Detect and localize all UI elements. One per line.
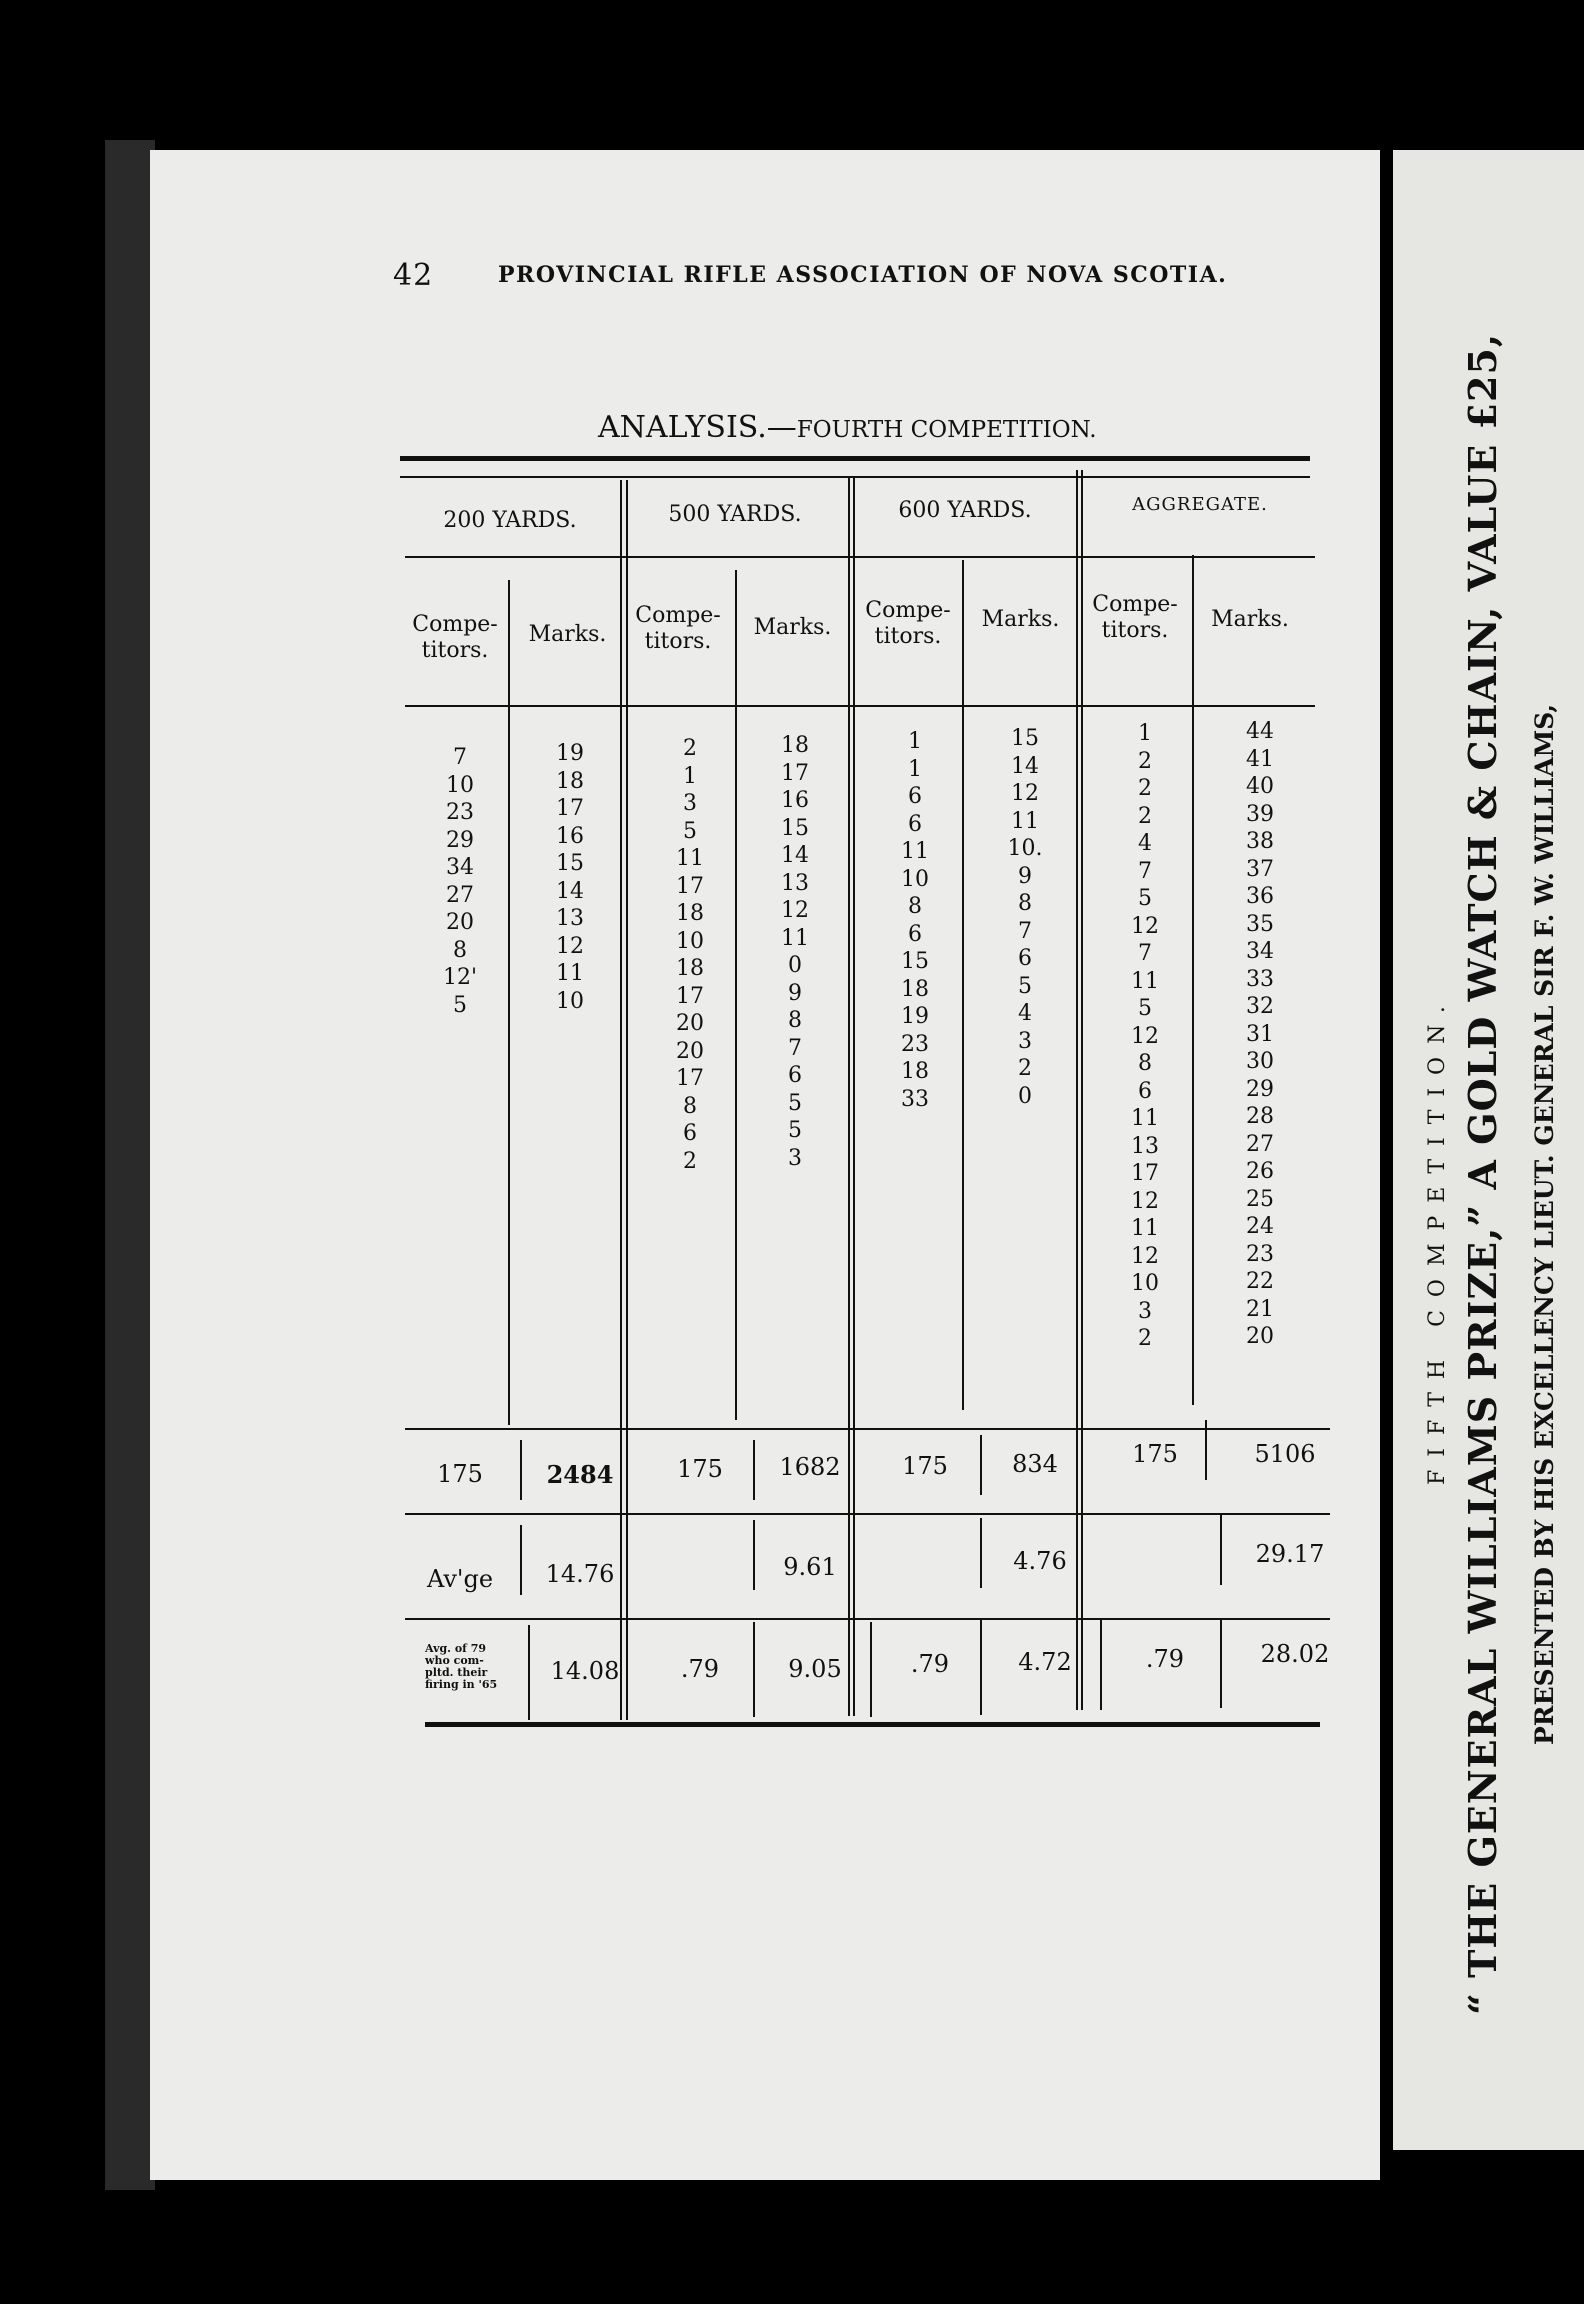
table-title-main: ANALYSIS.— — [598, 410, 797, 445]
table-cell: 20 — [676, 1011, 704, 1036]
table-cell: 4 — [1018, 1001, 1032, 1026]
table-cell: 5 — [1138, 996, 1152, 1021]
totals-top-rule — [405, 1428, 1330, 1430]
vrule — [962, 560, 964, 1410]
table-cell: 11 — [1131, 968, 1159, 994]
table-cell: 6 — [908, 811, 922, 837]
table-cell: 3 — [1018, 1028, 1032, 1054]
subheader-competitors-agg: Compe- titors. — [1092, 592, 1178, 643]
avg79-marks-agg: 28.02 — [1260, 1640, 1330, 1668]
fifth-competition-heading: FIFTH COMPETITION. — [1425, 993, 1450, 1485]
bottom-thick-rule — [425, 1722, 1320, 1727]
table-cell: 17 — [676, 983, 704, 1009]
table-cell: 34 — [446, 855, 474, 880]
table-cell: 7 — [453, 745, 467, 770]
total-marks-200: 2484 — [546, 1460, 614, 1489]
table-cell: 11 — [1131, 1106, 1159, 1131]
table-cell: 14 — [781, 843, 809, 868]
subheader-competitors-600: Compe- titors. — [865, 598, 951, 649]
table-cell: 12 — [1011, 781, 1039, 806]
table-cell: 18 — [676, 901, 704, 926]
group-header-500: 500 YARDS. — [668, 502, 802, 527]
table-cell: 39 — [1246, 801, 1274, 827]
vrule — [848, 476, 850, 1716]
table-cell: 12' — [442, 965, 478, 990]
table-cell: 23 — [1246, 1241, 1274, 1267]
table-cell: 30 — [1246, 1049, 1274, 1074]
table-cell: 17 — [556, 796, 584, 821]
table-cell: 7 — [788, 1035, 802, 1061]
vrule — [520, 1440, 522, 1500]
group-header-600: 600 YARDS. — [898, 498, 1032, 523]
table-cell: 9 — [788, 980, 802, 1006]
group-header-aggregate: AGGREGATE. — [1132, 494, 1268, 515]
table-cell: 11 — [556, 961, 584, 986]
table-cell: 37 — [1246, 856, 1274, 882]
table-cell: 38 — [1246, 829, 1274, 854]
vrule — [980, 1620, 982, 1715]
avg79-top-rule — [405, 1618, 1330, 1620]
column-competitors-200 — [420, 744, 500, 1019]
table-cell: 1 — [908, 756, 922, 782]
table-cell: 2 — [683, 1148, 697, 1174]
table-cell: 13 — [556, 906, 584, 931]
table-cell: 28 — [1246, 1104, 1274, 1129]
table-cell: 7 — [1138, 941, 1152, 966]
table-cell: 11 — [781, 925, 809, 951]
table-cell: 23 — [446, 800, 474, 825]
subheader-competitors-200: Compe- titors. — [412, 612, 498, 663]
presented-by-line: PRESENTED BY HIS EXCELLENCY LIEUT. GENERAL SIR F. W. WILLIAMS, — [1530, 703, 1559, 1745]
vrule — [528, 1625, 530, 1720]
table-cell: 36 — [1246, 884, 1274, 909]
table-cell: 17 — [676, 873, 704, 899]
avg79-marks-600: 4.72 — [1018, 1648, 1072, 1676]
table-cell: 10 — [556, 988, 584, 1014]
subheader-marks-200: Marks. — [528, 622, 607, 647]
vrule — [1100, 1620, 1102, 1710]
avg79-competitors-500: .79 — [680, 1655, 720, 1683]
table-cell: 5 — [788, 1118, 802, 1143]
subheader-marks-500: Marks. — [753, 615, 832, 640]
vrule — [980, 1435, 982, 1495]
subheader-marks-600: Marks. — [981, 607, 1060, 632]
column-marks-600 — [990, 725, 1060, 1110]
table-cell: 31 — [1246, 1021, 1274, 1047]
table-cell: 12 — [556, 933, 584, 959]
table-cell: 1 — [1138, 721, 1152, 746]
prize-heading: “ THE GENERAL WILLIAMS PRIZE,” A GOLD WATCH & CHAIN, VALUE £25, — [1460, 332, 1505, 2015]
table-cell: 13 — [1131, 1133, 1159, 1159]
vrule — [853, 476, 855, 1716]
table-cell: 2 — [1018, 1056, 1032, 1081]
vrule — [980, 1518, 982, 1588]
table-cell: 27 — [446, 882, 474, 908]
table-cell: 24 — [1246, 1214, 1274, 1239]
total-marks-600: 834 — [1012, 1450, 1058, 1478]
table-cell: 15 — [901, 949, 929, 974]
vrule — [620, 480, 622, 1720]
average-marks-500: 9.61 — [783, 1553, 837, 1581]
table-cell: 32 — [1246, 994, 1274, 1019]
table-cell: 13 — [781, 870, 809, 896]
subheader-competitors-500: Compe- titors. — [635, 603, 721, 654]
vrule — [753, 1622, 755, 1717]
subheader-marks-agg: Marks. — [1211, 607, 1289, 632]
table-cell: 26 — [1246, 1159, 1274, 1184]
vrule — [753, 1440, 755, 1500]
table-cell: 6 — [908, 921, 922, 947]
column-competitors-500 — [655, 735, 725, 1175]
table-cell: 11 — [1131, 1216, 1159, 1241]
vrule — [508, 580, 510, 1425]
table-cell: 1 — [683, 763, 697, 789]
vrule — [1081, 470, 1083, 1710]
table-cell: 21 — [1246, 1296, 1274, 1322]
table-cell: 10 — [676, 928, 704, 954]
table-cell: 9 — [1018, 863, 1032, 889]
table-cell: 11 — [1011, 808, 1039, 834]
avg79-marks-200: 14.08 — [550, 1657, 620, 1685]
running-title: PROVINCIAL RIFLE ASSOCIATION OF NOVA SCOTIA. — [498, 262, 1228, 288]
table-cell: 14 — [1011, 753, 1039, 779]
table-title-caps: FOURTH COMPETITION. — [796, 417, 1097, 443]
table-cell: 5 — [1138, 886, 1152, 911]
table-cell: 17 — [1131, 1161, 1159, 1186]
table-cell: 8 — [453, 937, 467, 963]
table-cell: 41 — [1246, 746, 1274, 772]
total-marks-500: 1682 — [779, 1453, 841, 1481]
table-cell: 12 — [781, 898, 809, 923]
table-cell: 3 — [1138, 1298, 1152, 1324]
table-cell: 12 — [1131, 1023, 1159, 1049]
vrule — [870, 1622, 872, 1717]
table-cell: 5 — [788, 1090, 802, 1116]
total-competitors-agg: 175 — [1132, 1440, 1178, 1468]
table-title — [598, 410, 1318, 445]
table-cell: 1 — [908, 729, 922, 754]
vrule — [626, 480, 628, 1720]
table-cell: 20 — [676, 1038, 704, 1064]
total-competitors-600: 175 — [902, 1452, 948, 1480]
table-cell: 12 — [1131, 913, 1159, 939]
column-competitors-600 — [880, 728, 950, 1113]
total-competitors-500: 175 — [677, 1455, 723, 1483]
table-cell: 44 — [1246, 719, 1274, 744]
vrule — [520, 1525, 522, 1595]
vrule — [1192, 555, 1194, 1405]
average-marks-agg: 29.17 — [1255, 1540, 1325, 1568]
avg79-label: Avg. of 79 who com- pltd. their firing in '65 — [425, 1642, 498, 1691]
table-cell: 6 — [1018, 946, 1032, 971]
table-cell: 25 — [1246, 1186, 1274, 1212]
table-cell: 17 — [781, 760, 809, 786]
table-cell: 16 — [556, 823, 584, 849]
average-marks-200: 14.76 — [545, 1560, 615, 1588]
vrule — [1220, 1618, 1222, 1708]
table-cell: 11 — [676, 846, 704, 871]
column-marks-200 — [530, 740, 610, 1015]
table-cell: 14 — [556, 878, 584, 904]
table-cell: 8 — [1018, 891, 1032, 916]
page-number: 42 — [393, 258, 434, 293]
table-cell: 2 — [1138, 803, 1152, 829]
table-cell: 6 — [1138, 1078, 1152, 1104]
table-cell: 8 — [1138, 1051, 1152, 1076]
table-cell: 15 — [556, 851, 584, 876]
table-cell: 18 — [781, 733, 809, 758]
table-cell: 7 — [1138, 858, 1152, 884]
table-cell: 18 — [901, 976, 929, 1002]
table-cell: 35 — [1246, 911, 1274, 937]
table-cell: 16 — [781, 788, 809, 813]
table-cell: 2 — [1138, 776, 1152, 801]
table-cell: 10 — [446, 772, 474, 798]
total-competitors-200: 175 — [437, 1460, 483, 1488]
averages-top-rule — [405, 1513, 1330, 1515]
column-marks-500 — [760, 732, 830, 1172]
table-cell: 20 — [446, 910, 474, 935]
table-cell: 2 — [1138, 748, 1152, 774]
column-competitors-agg — [1110, 720, 1180, 1353]
table-cell: 29 — [1246, 1076, 1274, 1102]
table-cell: 22 — [1246, 1269, 1274, 1294]
table-cell: 8 — [788, 1008, 802, 1033]
table-cell: 18 — [901, 1059, 929, 1084]
book-spine-edge — [105, 140, 155, 2190]
table-cell: 19 — [556, 741, 584, 766]
table-cell: 12 — [1131, 1243, 1159, 1269]
avg79-competitors-agg: .79 — [1145, 1645, 1185, 1673]
table-cell: 7 — [1018, 918, 1032, 944]
table-cell: 5 — [683, 818, 697, 844]
table-cell: 4 — [1138, 831, 1152, 856]
avg79-competitors-600: .79 — [910, 1650, 950, 1678]
table-cell: 17 — [676, 1066, 704, 1091]
table-cell: 5 — [1018, 973, 1032, 999]
avg79-marks-500: 9.05 — [788, 1655, 842, 1683]
table-cell: 33 — [1246, 966, 1274, 992]
top-thin-rule — [400, 476, 1310, 478]
vrule — [753, 1520, 755, 1590]
average-label: Av'ge — [426, 1565, 494, 1593]
table-cell: 23 — [901, 1031, 929, 1057]
table-cell: 2 — [1138, 1326, 1152, 1351]
table-cell: 3 — [788, 1145, 802, 1171]
total-marks-agg: 5106 — [1254, 1440, 1316, 1468]
group-header-200: 200 YARDS. — [443, 508, 577, 533]
table-cell: 20 — [1246, 1324, 1274, 1349]
subheader-rule — [405, 705, 1315, 707]
table-cell: 3 — [683, 791, 697, 816]
top-thick-rule — [400, 456, 1310, 461]
table-cell: 6 — [908, 784, 922, 809]
table-cell: 5 — [453, 992, 467, 1018]
table-cell: 34 — [1246, 939, 1274, 964]
table-cell: 18 — [676, 956, 704, 981]
vrule — [1220, 1515, 1222, 1585]
table-cell: 10. — [1007, 836, 1043, 861]
table-cell: 10 — [901, 866, 929, 892]
vrule — [1076, 470, 1078, 1710]
table-cell: 19 — [901, 1004, 929, 1029]
vrule — [735, 570, 737, 1420]
table-cell: 10 — [1131, 1271, 1159, 1296]
table-cell: 0 — [1018, 1083, 1032, 1109]
table-cell: 0 — [788, 953, 802, 978]
table-cell: 18 — [556, 768, 584, 794]
average-marks-600: 4.76 — [1013, 1547, 1067, 1575]
vrule — [1205, 1420, 1207, 1480]
table-cell: 8 — [683, 1093, 697, 1119]
table-cell: 11 — [901, 839, 929, 864]
column-marks-agg — [1225, 718, 1295, 1351]
table-cell: 27 — [1246, 1131, 1274, 1157]
table-cell: 15 — [1011, 726, 1039, 751]
table-cell: 33 — [901, 1086, 929, 1112]
group-header-rule — [405, 556, 1315, 558]
table-cell: 8 — [908, 894, 922, 919]
table-cell: 6 — [683, 1121, 697, 1146]
table-cell: 12 — [1131, 1188, 1159, 1214]
table-cell: 15 — [781, 815, 809, 841]
table-cell: 40 — [1246, 774, 1274, 799]
table-cell: 6 — [788, 1063, 802, 1088]
table-cell: 29 — [446, 827, 474, 853]
table-cell: 2 — [683, 736, 697, 761]
